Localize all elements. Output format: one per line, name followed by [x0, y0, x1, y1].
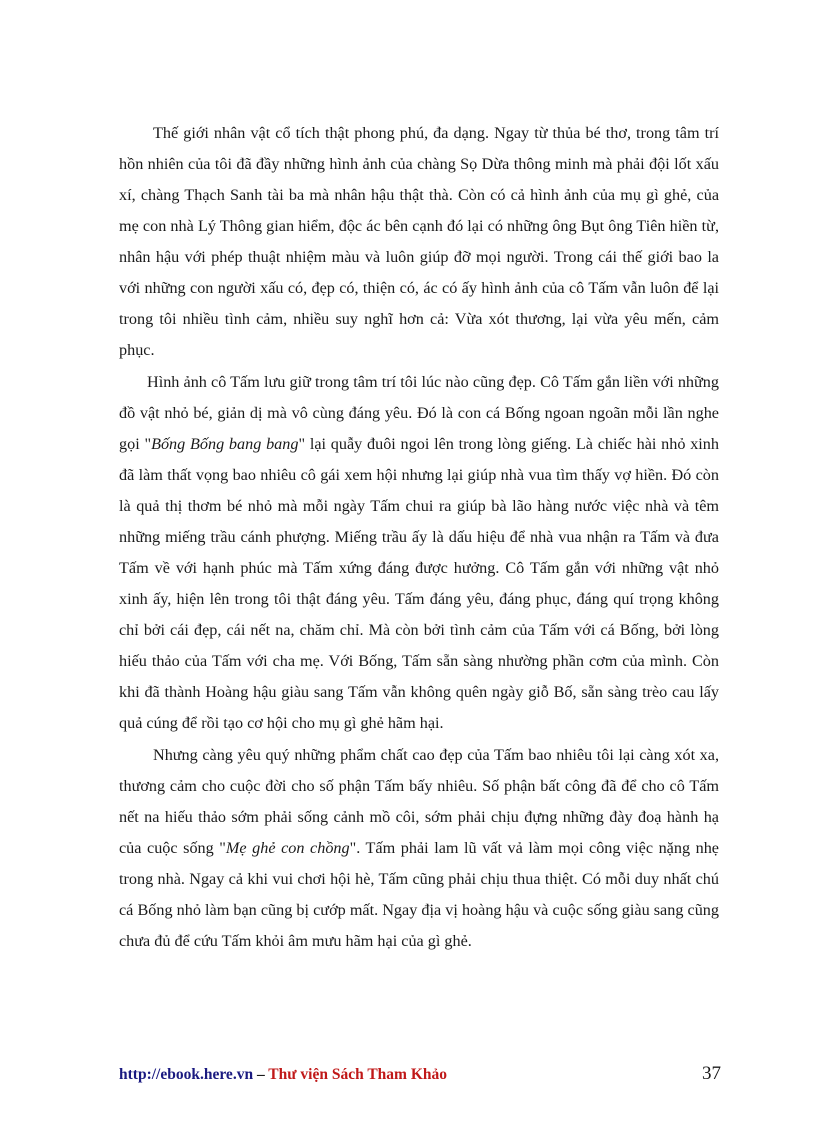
paragraph-2-italic-call: Bống Bống bang bang [151, 435, 299, 453]
paragraph-3-text-b: ". Tấm phải lam lũ vất vả làm mọi công việc nặng nhẹ trong nhà. Ngay cả khi vui chơi hội hè, Tấm cũng phải chịu thua thiệt. Có mỗi duy nhất chú cá Bống nhỏ làm bạn cũng bị cướp mất. Ngay địa vị hoàng hậu và cuộc sống giàu sang cũng chưa đủ để cứu Tấm khỏi âm mưu hãm hại của gì ghẻ. [119, 839, 719, 950]
document-body [119, 118, 719, 957]
paragraph-2-text-b: " lại quẫy đuôi ngoi lên trong lòng giếng. Là chiếc hài nhỏ xinh đã làm thất vọng bao nhiêu cô gái xem hội nhưng lại giúp nhà vua tìm thấy vợ hiền. Đó còn là quả thị thơm bé nhỏ mà mỗi ngày Tấm chui ra giúp bà lão hàng nước việc nhà và têm những miếng trầu cánh phượng. Miếng trầu ấy là dấu hiệu để nhà vua nhận ra Tấm và đưa Tấm về với hạnh phúc mà Tấm xứng đáng được hưởng. Cô Tấm gắn với những vật nhỏ xinh ấy, hiện lên trong tôi thật đáng yêu. Tấm đáng yêu, đáng phục, đáng quí trọng không chỉ bởi cái đẹp, cái nết na, chăm chỉ. Mà còn bởi tình cảm của Tấm với cá Bống, bởi lòng hiếu thảo của Tấm với cha mẹ. Với Bống, Tấm sẵn sàng nhường phần cơm của mình. Còn khi đã thành Hoàng hậu giàu sang Tấm vẫn không quên ngày giỗ Bố, sẵn sàng trèo cau lấy quả cúng để rồi tạo cơ hội cho mụ gì ghẻ hãm hại. [119, 435, 719, 732]
paragraph-1-text: Thế giới nhân vật cổ tích thật phong phú, đa dạng. Ngay từ thủa bé thơ, trong tâm trí hồn nhiên của tôi đã đầy những hình ảnh của chàng Sọ Dừa thông minh mà phải đội lốt xấu xí, chàng Thạch Sanh tài ba mà nhân hậu thật thà. Còn có cả hình ảnh của mụ gì ghẻ, của mẹ con nhà Lý Thông gian hiểm, độc ác bên cạnh đó lại có những ông Bụt ông Tiên hiền từ, nhân hậu với phép thuật nhiệm màu và luôn giúp đỡ mọi người. Trong cái thế giới bao la với những con người xấu có, đẹp có, thiện có, ác có ấy hình ảnh của cô Tấm vẫn luôn để lại trong tôi nhiều tình cảm, nhiều suy nghĩ hơn cả: Vừa xót thương, lại vừa yêu mến, cảm phục. [119, 124, 719, 359]
page-footer [119, 1063, 721, 1088]
footer-library-name: Thư viện Sách Tham Khảo [268, 1066, 448, 1083]
paragraph-3-text-a: Nhưng càng yêu quý những phẩm chất cao đẹp của Tấm bao nhiêu tôi lại càng xót xa, thương cảm cho cuộc đời cho số phận Tấm bấy nhiêu. Số phận bất công đã để cho cô Tấm nết na hiếu thảo sớm phải sống cảnh mồ côi, sớm phải chịu đựng những đày đoạ hành hạ của cuộc sống " [119, 746, 719, 857]
footer-url-link[interactable]: http://ebook.here.vn [119, 1066, 254, 1083]
footer-separator: – [253, 1066, 269, 1083]
paragraph-1 [119, 118, 719, 366]
paragraph-2 [119, 367, 719, 739]
paragraph-3 [119, 740, 719, 957]
page-number: 37 [702, 1063, 721, 1084]
paragraph-3-italic-phrase: Mẹ ghẻ con chồng [225, 839, 350, 857]
paragraph-2-text-a: Hình ảnh cô Tấm lưu giữ trong tâm trí tôi lúc nào cũng đẹp. Cô Tấm gắn liền với những đồ vật nhỏ bé, giản dị mà vô cùng đáng yêu. Đó là con cá Bống ngoan ngoãn mỗi lần nghe gọi " [119, 373, 719, 453]
footer-credit [119, 1066, 447, 1084]
